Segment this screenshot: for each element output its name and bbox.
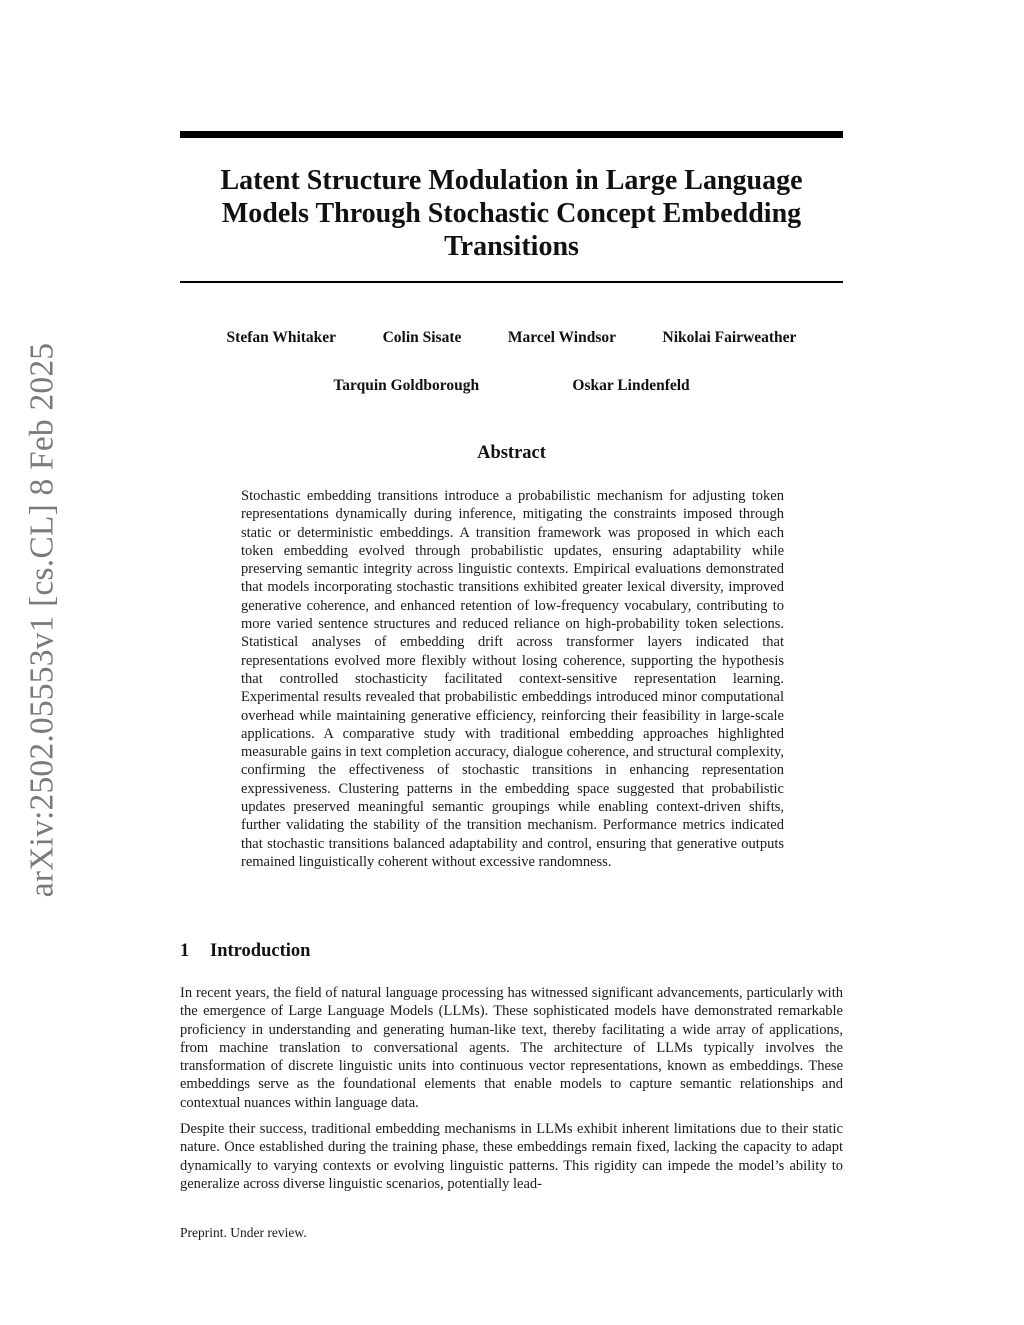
- abstract-text: Stochastic embedding transitions introduce a probabilistic mechanism for adjusting token representations dynamically during inference, mitigating the constraints imposed through static or deterministic embeddings. A transition framework was proposed in which each token embedding evolved through probabilistic updates, ensuring adaptability while preserving semantic integrity across linguistic contexts. Empirical evaluations demonstrated that models incorporating stochastic transitions exhibited greater lexical diversity, improved generative coherence, and enhanced retention of low-frequency vocabulary, contributing to more varied sentence structures and reduced reliance on high-probability token selections. Statistical analyses of embedding drift across transformer layers indicated that representations evolved more flexibly without losing coherence, supporting the hypothesis that controlled stochasticity facilitated context-sensitive representation learning. Experimental results revealed that probabilistic embeddings introduced minor computational overhead while maintaining generative efficiency, reinforcing their feasibility in large-scale applications. A comparative study with traditional embedding approaches highlighted measurable gains in text completion accuracy, dialogue coherence, and structural complexity, confirming the effectiveness of stochastic transitions in enhancing representation expressiveness. Clustering patterns in the embedding space suggested that probabilistic updates preserved meaningful semantic groupings while enabling context-driven shifts, further validating the stability of the transition mechanism. Performance metrics indicated that stochastic transitions balanced adaptability and control, ensuring that generative outputs remained linguistically coherent without excessive randomness.: [241, 488, 784, 870]
- footer-note: Preprint. Under review.: [180, 1225, 307, 1240]
- paragraph: In recent years, the field of natural language processing has witnessed significant advancements, particularly with the emergence of Large Language Models (LLMs). These sophisticated models have demonstrated remarkable proficiency in understanding and generating human-like text, thereby facilitating a wide array of applications, from machine translation to conversational agents. The architecture of LLMs typically involves the transformation of discrete linguistic units into continuous vector representations, known as embeddings. These embeddings serve as the foundational elements that enable models to capture semantic relationships and contextual nuances within language data.: [180, 985, 843, 1111]
- author-name: Nikolai Fairweather: [662, 329, 797, 346]
- arxiv-identifier-stamp: [12, 335, 72, 905]
- paragraph: Despite their success, traditional embedding mechanisms in LLMs exhibit inherent limitations due to their static nature. Once established during the training phase, these embeddings remain fixed, lacking the capacity to adapt dynamically to varying contexts or evolving linguistic patterns. This rigidity can impede the model’s ability to generalize across diverse linguistic scenarios, potentially lead-: [180, 1121, 843, 1192]
- author-row-1: [180, 329, 843, 347]
- author-name: Oskar Lindenfeld: [572, 377, 690, 394]
- introduction-text: [180, 984, 843, 1193]
- arxiv-identifier-text: arXiv:2502.05553v1 [cs.CL] 8 Feb 2025: [23, 342, 61, 898]
- author-name: Marcel Windsor: [507, 329, 616, 346]
- title-bottom-rule: [180, 281, 843, 283]
- section-heading: [180, 941, 310, 962]
- paper-title: Latent Structure Modulation in Large Language Models Through Stochastic Concept Embedding Transitions: [220, 165, 803, 262]
- title-top-rule: [180, 131, 843, 138]
- section-number: 1: [180, 941, 190, 961]
- introduction-body: [180, 984, 843, 1202]
- abstract-heading: Abstract: [477, 443, 546, 463]
- author-name: Tarquin Goldborough: [333, 377, 480, 394]
- author-row-2: [180, 377, 843, 395]
- author-name: Colin Sisate: [382, 329, 462, 346]
- section-title: Introduction: [210, 941, 311, 961]
- author-name: Stefan Whitaker: [226, 329, 337, 346]
